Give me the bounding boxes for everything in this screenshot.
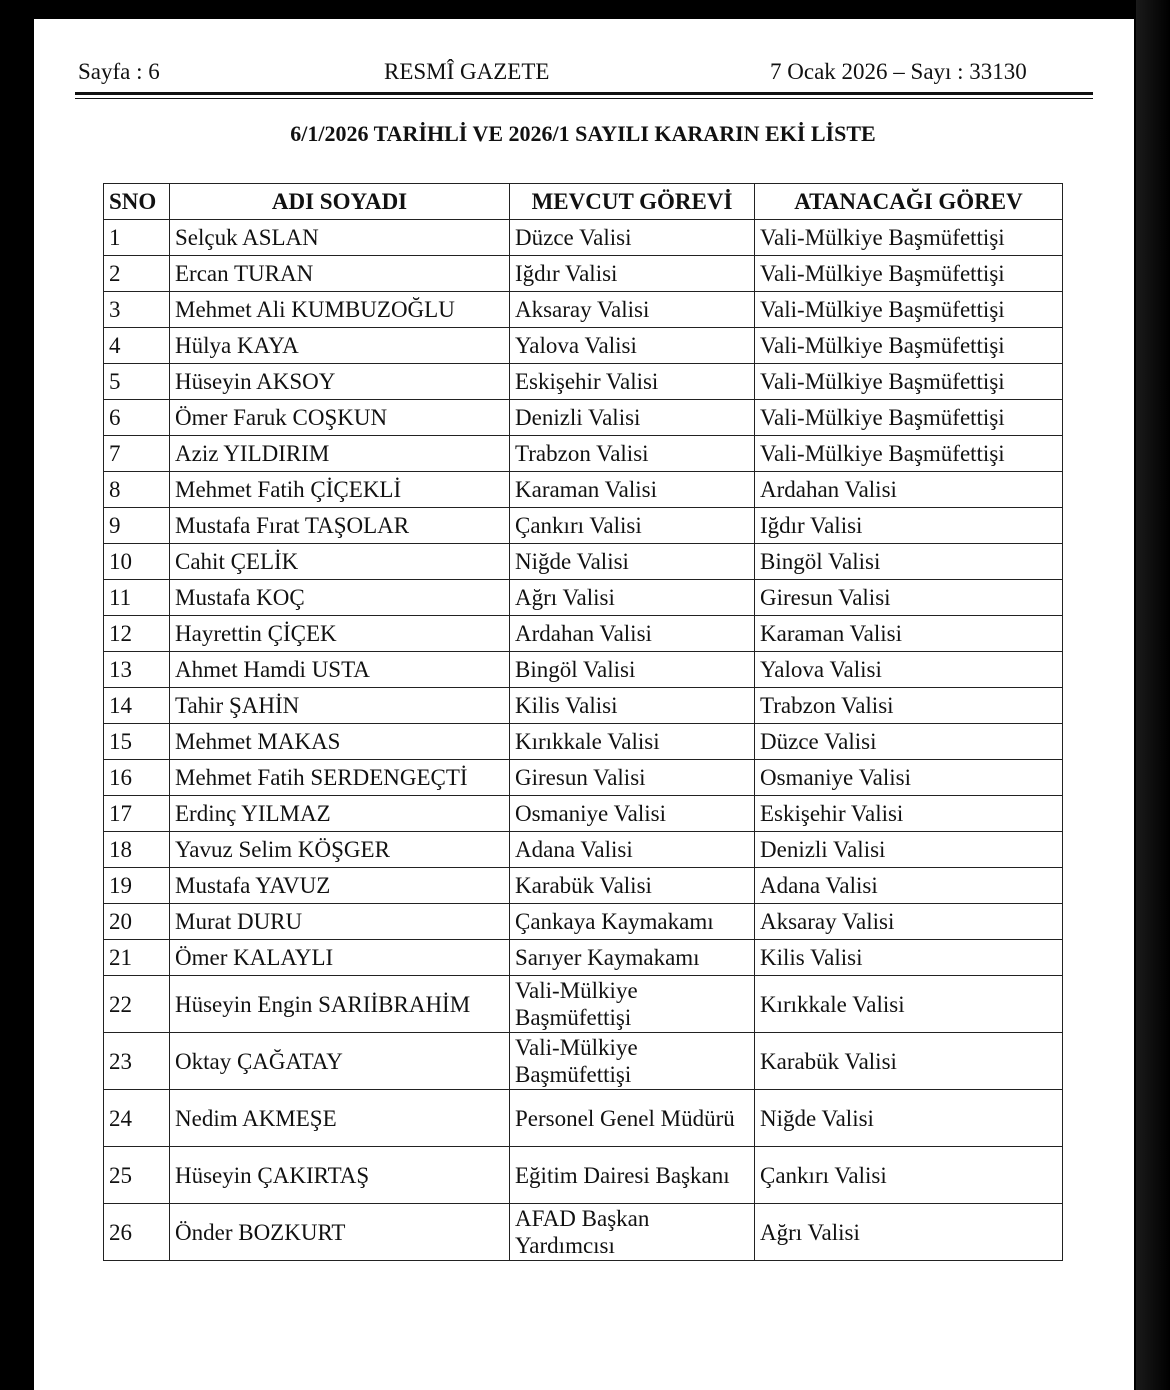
cell-sno: 13 bbox=[104, 652, 170, 688]
col-header-new-duty: ATANACAĞI GÖREV bbox=[755, 184, 1063, 220]
cell-new-duty: Ağrı Valisi bbox=[755, 1204, 1063, 1261]
table-body bbox=[104, 220, 1063, 1261]
cell-current-duty: AFAD Başkan Yardımcısı bbox=[510, 1204, 755, 1261]
cell-new-duty: Iğdır Valisi bbox=[755, 508, 1063, 544]
cell-current-duty: Karaman Valisi bbox=[510, 472, 755, 508]
table-row bbox=[104, 1204, 1063, 1261]
table-header-row bbox=[104, 184, 1063, 220]
cell-name: Aziz YILDIRIM bbox=[170, 436, 510, 472]
cell-current-duty: Denizli Valisi bbox=[510, 400, 755, 436]
cell-current-duty: Düzce Valisi bbox=[510, 220, 755, 256]
cell-sno: 2 bbox=[104, 256, 170, 292]
cell-name: Oktay ÇAĞATAY bbox=[170, 1033, 510, 1090]
table-row bbox=[104, 472, 1063, 508]
table-row bbox=[104, 436, 1063, 472]
cell-sno: 23 bbox=[104, 1033, 170, 1090]
cell-current-duty: Personel Genel Müdürü bbox=[510, 1090, 755, 1147]
cell-name: Selçuk ASLAN bbox=[170, 220, 510, 256]
cell-sno: 21 bbox=[104, 940, 170, 976]
cell-name: Ahmet Hamdi USTA bbox=[170, 652, 510, 688]
cell-sno: 15 bbox=[104, 724, 170, 760]
cell-sno: 12 bbox=[104, 616, 170, 652]
cell-new-duty: Aksaray Valisi bbox=[755, 904, 1063, 940]
cell-new-duty: Bingöl Valisi bbox=[755, 544, 1063, 580]
page-number: Sayfa : 6 bbox=[78, 59, 160, 84]
cell-current-duty: Bingöl Valisi bbox=[510, 652, 755, 688]
cell-sno: 17 bbox=[104, 796, 170, 832]
cell-sno: 16 bbox=[104, 760, 170, 796]
cell-sno: 1 bbox=[104, 220, 170, 256]
cell-name: Mehmet Fatih ÇİÇEKLİ bbox=[170, 472, 510, 508]
col-header-current-duty: MEVCUT GÖREVİ bbox=[510, 184, 755, 220]
cell-new-duty: Vali-Mülkiye Başmüfettişi bbox=[755, 364, 1063, 400]
table-row bbox=[104, 868, 1063, 904]
cell-sno: 7 bbox=[104, 436, 170, 472]
cell-sno: 5 bbox=[104, 364, 170, 400]
cell-name: Hayrettin ÇİÇEK bbox=[170, 616, 510, 652]
col-header-sno: SNO bbox=[104, 184, 170, 220]
document-title: 6/1/2026 TARİHLİ VE 2026/1 SAYILI KARARIN EKİ LİSTE bbox=[290, 121, 876, 146]
table-row bbox=[104, 580, 1063, 616]
cell-sno: 6 bbox=[104, 400, 170, 436]
cell-current-duty: Aksaray Valisi bbox=[510, 292, 755, 328]
cell-new-duty: Vali-Mülkiye Başmüfettişi bbox=[755, 400, 1063, 436]
cell-current-duty: Giresun Valisi bbox=[510, 760, 755, 796]
cell-sno: 14 bbox=[104, 688, 170, 724]
cell-current-duty: Kırıkkale Valisi bbox=[510, 724, 755, 760]
cell-name: Yavuz Selim KÖŞGER bbox=[170, 832, 510, 868]
table-row bbox=[104, 940, 1063, 976]
table-row bbox=[104, 400, 1063, 436]
cell-name: Ömer KALAYLI bbox=[170, 940, 510, 976]
cell-current-duty: Çankırı Valisi bbox=[510, 508, 755, 544]
cell-current-duty: Vali-Mülkiye Başmüfettişi bbox=[510, 976, 755, 1033]
table-row bbox=[104, 904, 1063, 940]
cell-name: Önder BOZKURT bbox=[170, 1204, 510, 1261]
cell-name: Hüseyin AKSOY bbox=[170, 364, 510, 400]
cell-current-duty: Niğde Valisi bbox=[510, 544, 755, 580]
cell-sno: 20 bbox=[104, 904, 170, 940]
cell-current-duty: Trabzon Valisi bbox=[510, 436, 755, 472]
date-issue: 7 Ocak 2026 – Sayı : 33130 bbox=[770, 59, 1027, 84]
cell-current-duty: Ardahan Valisi bbox=[510, 616, 755, 652]
cell-new-duty: Adana Valisi bbox=[755, 868, 1063, 904]
cell-new-duty: Eskişehir Valisi bbox=[755, 796, 1063, 832]
table-row bbox=[104, 508, 1063, 544]
cell-current-duty: Osmaniye Valisi bbox=[510, 796, 755, 832]
cell-sno: 9 bbox=[104, 508, 170, 544]
cell-current-duty: Çankaya Kaymakamı bbox=[510, 904, 755, 940]
table-row bbox=[104, 760, 1063, 796]
table-row bbox=[104, 220, 1063, 256]
cell-sno: 11 bbox=[104, 580, 170, 616]
cell-name: Mustafa KOÇ bbox=[170, 580, 510, 616]
cell-new-duty: Ardahan Valisi bbox=[755, 472, 1063, 508]
cell-sno: 4 bbox=[104, 328, 170, 364]
cell-sno: 22 bbox=[104, 976, 170, 1033]
cell-current-duty: Vali-Mülkiye Başmüfettişi bbox=[510, 1033, 755, 1090]
table-row bbox=[104, 1147, 1063, 1204]
cell-sno: 8 bbox=[104, 472, 170, 508]
cell-name: Mustafa YAVUZ bbox=[170, 868, 510, 904]
cell-new-duty: Yalova Valisi bbox=[755, 652, 1063, 688]
col-header-name: ADI SOYADI bbox=[170, 184, 510, 220]
table-row bbox=[104, 724, 1063, 760]
table-row bbox=[104, 256, 1063, 292]
cell-new-duty: Kilis Valisi bbox=[755, 940, 1063, 976]
cell-current-duty: Eskişehir Valisi bbox=[510, 364, 755, 400]
cell-name: Erdinç YILMAZ bbox=[170, 796, 510, 832]
cell-current-duty: Iğdır Valisi bbox=[510, 256, 755, 292]
cell-name: Tahir ŞAHİN bbox=[170, 688, 510, 724]
publication-name: RESMÎ GAZETE bbox=[384, 59, 550, 84]
cell-new-duty: Karaman Valisi bbox=[755, 616, 1063, 652]
cell-name: Mehmet MAKAS bbox=[170, 724, 510, 760]
cell-name: Nedim AKMEŞE bbox=[170, 1090, 510, 1147]
table-row bbox=[104, 292, 1063, 328]
cell-current-duty: Adana Valisi bbox=[510, 832, 755, 868]
cell-current-duty: Ağrı Valisi bbox=[510, 580, 755, 616]
cell-new-duty: Düzce Valisi bbox=[755, 724, 1063, 760]
cell-name: Mustafa Fırat TAŞOLAR bbox=[170, 508, 510, 544]
cell-new-duty: Denizli Valisi bbox=[755, 832, 1063, 868]
table-row bbox=[104, 544, 1063, 580]
cell-name: Cahit ÇELİK bbox=[170, 544, 510, 580]
cell-new-duty: Vali-Mülkiye Başmüfettişi bbox=[755, 292, 1063, 328]
cell-sno: 24 bbox=[104, 1090, 170, 1147]
cell-sno: 25 bbox=[104, 1147, 170, 1204]
cell-current-duty: Kilis Valisi bbox=[510, 688, 755, 724]
cell-new-duty: Karabük Valisi bbox=[755, 1033, 1063, 1090]
cell-new-duty: Trabzon Valisi bbox=[755, 688, 1063, 724]
cell-current-duty: Sarıyer Kaymakamı bbox=[510, 940, 755, 976]
table-row bbox=[104, 328, 1063, 364]
cell-name: Hüseyin Engin SARIİBRAHİM bbox=[170, 976, 510, 1033]
table-row bbox=[104, 1033, 1063, 1090]
cell-name: Hüseyin ÇAKIRTAŞ bbox=[170, 1147, 510, 1204]
cell-new-duty: Çankırı Valisi bbox=[755, 1147, 1063, 1204]
appointment-table bbox=[103, 183, 1063, 1261]
cell-current-duty: Karabük Valisi bbox=[510, 868, 755, 904]
cell-current-duty: Yalova Valisi bbox=[510, 328, 755, 364]
cell-sno: 10 bbox=[104, 544, 170, 580]
cell-new-duty: Vali-Mülkiye Başmüfettişi bbox=[755, 436, 1063, 472]
header-rule-thin bbox=[75, 98, 1093, 99]
cell-new-duty: Vali-Mülkiye Başmüfettişi bbox=[755, 256, 1063, 292]
table-row bbox=[104, 616, 1063, 652]
cell-new-duty: Niğde Valisi bbox=[755, 1090, 1063, 1147]
cell-new-duty: Kırıkkale Valisi bbox=[755, 976, 1063, 1033]
table-row bbox=[104, 364, 1063, 400]
cell-name: Ercan TURAN bbox=[170, 256, 510, 292]
cell-new-duty: Vali-Mülkiye Başmüfettişi bbox=[755, 328, 1063, 364]
header-rule-thick bbox=[75, 92, 1093, 95]
cell-sno: 26 bbox=[104, 1204, 170, 1261]
cell-sno: 3 bbox=[104, 292, 170, 328]
cell-name: Hülya KAYA bbox=[170, 328, 510, 364]
cell-name: Mehmet Ali KUMBUZOĞLU bbox=[170, 292, 510, 328]
cell-sno: 19 bbox=[104, 868, 170, 904]
cell-new-duty: Osmaniye Valisi bbox=[755, 760, 1063, 796]
cell-sno: 18 bbox=[104, 832, 170, 868]
table-row bbox=[104, 796, 1063, 832]
cell-new-duty: Vali-Mülkiye Başmüfettişi bbox=[755, 220, 1063, 256]
page-edge-shadow bbox=[1136, 0, 1170, 1390]
table-row bbox=[104, 832, 1063, 868]
table-row bbox=[104, 976, 1063, 1033]
table-row bbox=[104, 652, 1063, 688]
cell-name: Mehmet Fatih SERDENGEÇTİ bbox=[170, 760, 510, 796]
cell-new-duty: Giresun Valisi bbox=[755, 580, 1063, 616]
cell-current-duty: Eğitim Dairesi Başkanı bbox=[510, 1147, 755, 1204]
table-row bbox=[104, 688, 1063, 724]
cell-name: Ömer Faruk COŞKUN bbox=[170, 400, 510, 436]
table-row bbox=[104, 1090, 1063, 1147]
cell-name: Murat DURU bbox=[170, 904, 510, 940]
